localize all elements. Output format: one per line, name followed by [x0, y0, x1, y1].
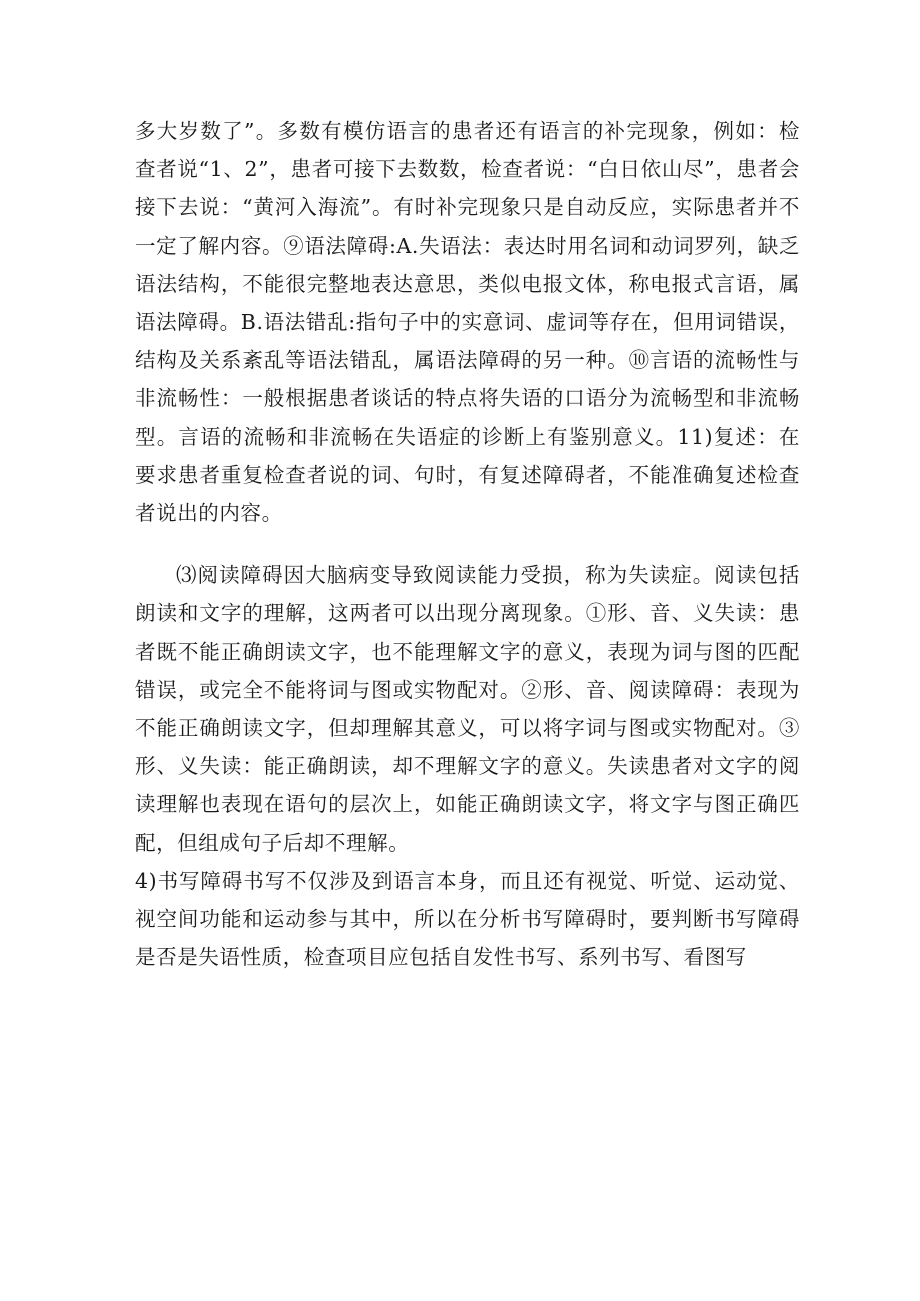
paragraph-speech-disorders: 多大岁数了”。多数有模仿语言的患者还有语言的补完现象，例如：检查者说“1、2”，患者可接下去数数，检查者说：“白日依山尽”，患者会接下去说：“黄河入海流”。有时补完现象只是自动反应，实际患者并不一定了解内容。⑨语法障碍:A.失语法：表达时用名词和动词罗列，缺乏语法结构，不能很完整地表达意思，类似电报文体，称电报式言语，属语法障碍。B.语法错乱:指句子中的实意词、虚词等存在，但用词错误，结构及关系紊乱等语法错乱，属语法障碍的另一种。⑩言语的流畅性与非流畅性：一般根据患者谈话的特点将失语的口语分为流畅型和非流畅型。言语的流畅和非流畅在失语症的诊断上有鉴别意义。11)复述：在要求患者重复检查者说的词、句时，有复述障碍者，不能准确复述检查者说出的内容。 — [135, 119, 800, 526]
document-page — [135, 112, 800, 976]
paragraph-writing-disorders: 4)书写障碍书写不仅涉及到语言本身，而且还有视觉、听觉、运动觉、视空间功能和运动参与其中，所以在分析书写障碍时，要判断书写障碍是否是失语性质，检查项目应包括自发性书写、系列书写、看图写 — [135, 868, 800, 970]
paragraph-reading-disorders: ⑶阅读障碍因大脑病变导致阅读能力受损，称为失读症。阅读包括朗读和文字的理解，这两者可以出现分离现象。①形、音、义失读：患者既不能正确朗读文字，也不能理解文字的意义，表现为词与图的匹配错误，或完全不能将词与图或实物配对。②形、音、阅读障碍：表现为不能正确朗读文字，但却理解其意义，可以将字词与图或实物配对。③形、义失读：能正确朗读，却不理解文字的意义。失读患者对文字的阅读理解也表现在语句的层次上，如能正确朗读文字，将文字与图正确匹配，但组成句子后却不理解。 — [135, 563, 800, 855]
